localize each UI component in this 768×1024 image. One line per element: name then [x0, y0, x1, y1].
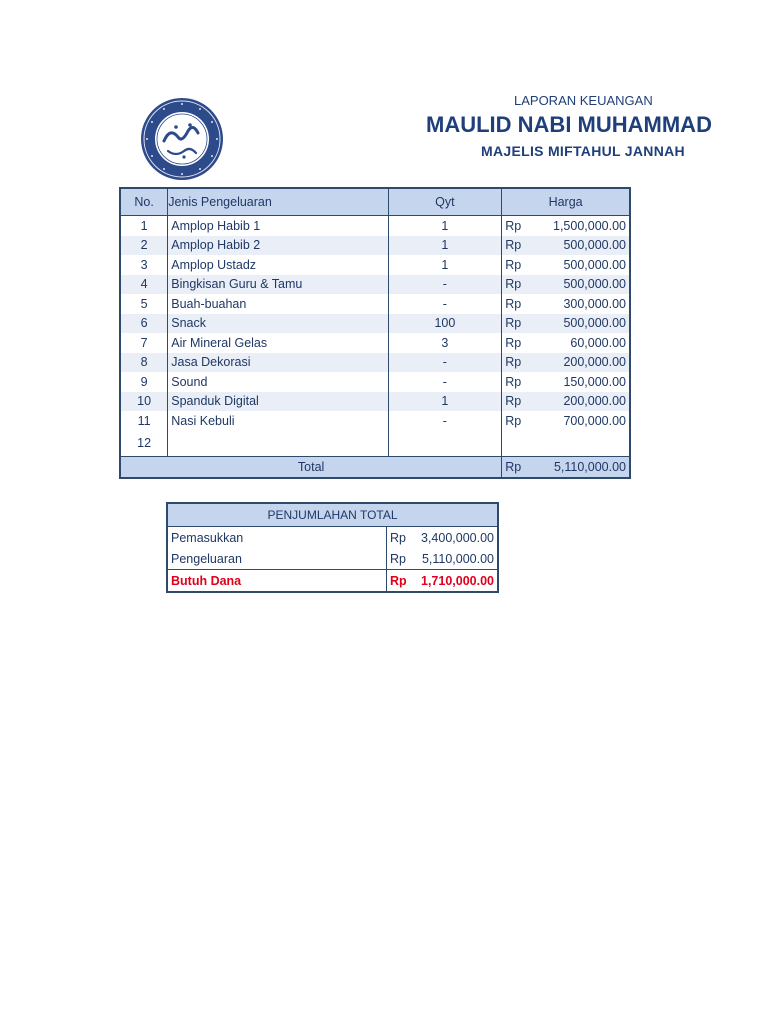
- row-item: Jasa Dekorasi: [168, 353, 388, 373]
- row-price: 1,500,000.00: [553, 218, 626, 233]
- row-number: 11: [120, 411, 168, 431]
- row-price-cell: [502, 236, 630, 256]
- expense-table: [119, 187, 631, 479]
- summary-row-income: [167, 527, 498, 549]
- row-qty: 1: [388, 236, 502, 256]
- row-price-cell: [502, 353, 630, 373]
- summary-table: [166, 502, 499, 593]
- table-row: [120, 255, 630, 275]
- event-title: MAULID NABI MUHAMMAD: [426, 112, 712, 137]
- total-currency: Rp: [505, 459, 522, 474]
- summary-row-funding-needed: [167, 570, 498, 593]
- summary-title: PENJUMLAHAN TOTAL: [167, 503, 498, 527]
- row-price-cell: [502, 392, 630, 412]
- summary-label: Butuh Dana: [167, 570, 387, 593]
- table-row: [120, 353, 630, 373]
- row-qty: 100: [388, 314, 502, 334]
- row-number: 1: [120, 216, 168, 236]
- row-price-cell: [502, 372, 630, 392]
- table-row: [120, 275, 630, 295]
- row-item: Nasi Kebuli: [168, 411, 388, 431]
- row-qty: 1: [388, 216, 502, 236]
- row-price-cell: [502, 333, 630, 353]
- row-price-cell: [502, 411, 630, 431]
- row-item: Snack: [168, 314, 388, 334]
- summary-header-row: [167, 503, 498, 527]
- row-qty: -: [388, 294, 502, 314]
- report-title: LAPORAN KEUANGAN: [514, 93, 653, 108]
- row-qty: 1: [388, 255, 502, 275]
- summary-value-cell: [387, 548, 499, 570]
- row-qty: -: [388, 353, 502, 373]
- table-row: [120, 216, 630, 236]
- summary-label: Pengeluaran: [167, 548, 387, 570]
- row-qty: [388, 431, 502, 457]
- table-row: [120, 236, 630, 256]
- table-row: [120, 431, 630, 457]
- summary-currency: Rp: [390, 530, 406, 545]
- table-row: [120, 411, 630, 431]
- row-item: Amplop Ustadz: [168, 255, 388, 275]
- column-header-item: Jenis Pengeluaran: [168, 188, 388, 216]
- row-price-cell: [502, 216, 630, 236]
- table-row: [120, 314, 630, 334]
- row-currency: Rp: [505, 218, 522, 233]
- summary-value: 3,400,000.00: [421, 530, 494, 545]
- row-number: 10: [120, 392, 168, 412]
- summary-row-expense: [167, 548, 498, 570]
- total-label: Total: [120, 456, 502, 478]
- row-price-cell: [502, 255, 630, 275]
- summary-currency: Rp: [390, 551, 406, 566]
- summary-currency: Rp: [390, 573, 407, 588]
- expense-total-row: [120, 456, 630, 478]
- total-value: 5,110,000.00: [553, 459, 626, 474]
- majelis-seal-logo: [140, 97, 224, 181]
- row-number: 7: [120, 333, 168, 353]
- row-currency: Rp: [505, 335, 522, 350]
- row-currency: Rp: [505, 394, 522, 409]
- row-qty: -: [388, 372, 502, 392]
- row-number: 8: [120, 353, 168, 373]
- row-item: Bingkisan Guru & Tamu: [168, 275, 388, 295]
- organization-name: MAJELIS MIFTAHUL JANNAH: [481, 143, 685, 159]
- summary-value-cell: [387, 527, 499, 549]
- row-number: 9: [120, 372, 168, 392]
- row-currency: Rp: [505, 296, 522, 311]
- table-row: [120, 372, 630, 392]
- row-qty: -: [388, 411, 502, 431]
- row-number: 2: [120, 236, 168, 256]
- row-price-cell: [502, 294, 630, 314]
- row-price: 500,000.00: [563, 316, 626, 331]
- row-qty: 1: [388, 392, 502, 412]
- row-number: 6: [120, 314, 168, 334]
- row-price-cell: [502, 431, 630, 457]
- table-row: [120, 333, 630, 353]
- row-price-cell: [502, 314, 630, 334]
- row-currency: Rp: [505, 277, 522, 292]
- row-item: Air Mineral Gelas: [168, 333, 388, 353]
- row-number: 3: [120, 255, 168, 275]
- row-price: 200,000.00: [563, 394, 626, 409]
- row-currency: Rp: [505, 374, 522, 389]
- row-price: 150,000.00: [563, 374, 626, 389]
- expense-header-row: [120, 188, 630, 216]
- row-price-cell: [502, 275, 630, 295]
- row-price: 500,000.00: [563, 257, 626, 272]
- row-price: 700,000.00: [563, 413, 626, 428]
- row-item: [168, 431, 388, 457]
- row-qty: 3: [388, 333, 502, 353]
- row-item: Amplop Habib 2: [168, 236, 388, 256]
- row-price: 500,000.00: [563, 238, 626, 253]
- row-item: Spanduk Digital: [168, 392, 388, 412]
- row-price: 60,000.00: [570, 335, 626, 350]
- column-header-no: No.: [120, 188, 168, 216]
- row-currency: Rp: [505, 257, 522, 272]
- summary-value: 1,710,000.00: [421, 573, 494, 588]
- row-currency: Rp: [505, 413, 522, 428]
- row-currency: Rp: [505, 355, 522, 370]
- table-row: [120, 294, 630, 314]
- table-row: [120, 392, 630, 412]
- row-item: Sound: [168, 372, 388, 392]
- summary-label: Pemasukkan: [167, 527, 387, 549]
- column-header-price: Harga: [502, 188, 630, 216]
- row-price: 200,000.00: [563, 355, 626, 370]
- summary-value-cell: [387, 570, 499, 593]
- summary-value: 5,110,000.00: [421, 551, 494, 566]
- row-price: 500,000.00: [563, 277, 626, 292]
- row-item: Amplop Habib 1: [168, 216, 388, 236]
- row-qty: -: [388, 275, 502, 295]
- row-item: Buah-buahan: [168, 294, 388, 314]
- row-currency: Rp: [505, 316, 522, 331]
- row-currency: Rp: [505, 238, 522, 253]
- row-number: 5: [120, 294, 168, 314]
- row-price: 300,000.00: [563, 296, 626, 311]
- row-number: 12: [120, 431, 168, 457]
- column-header-qty: Qyt: [388, 188, 502, 216]
- row-number: 4: [120, 275, 168, 295]
- total-price-cell: [502, 456, 630, 478]
